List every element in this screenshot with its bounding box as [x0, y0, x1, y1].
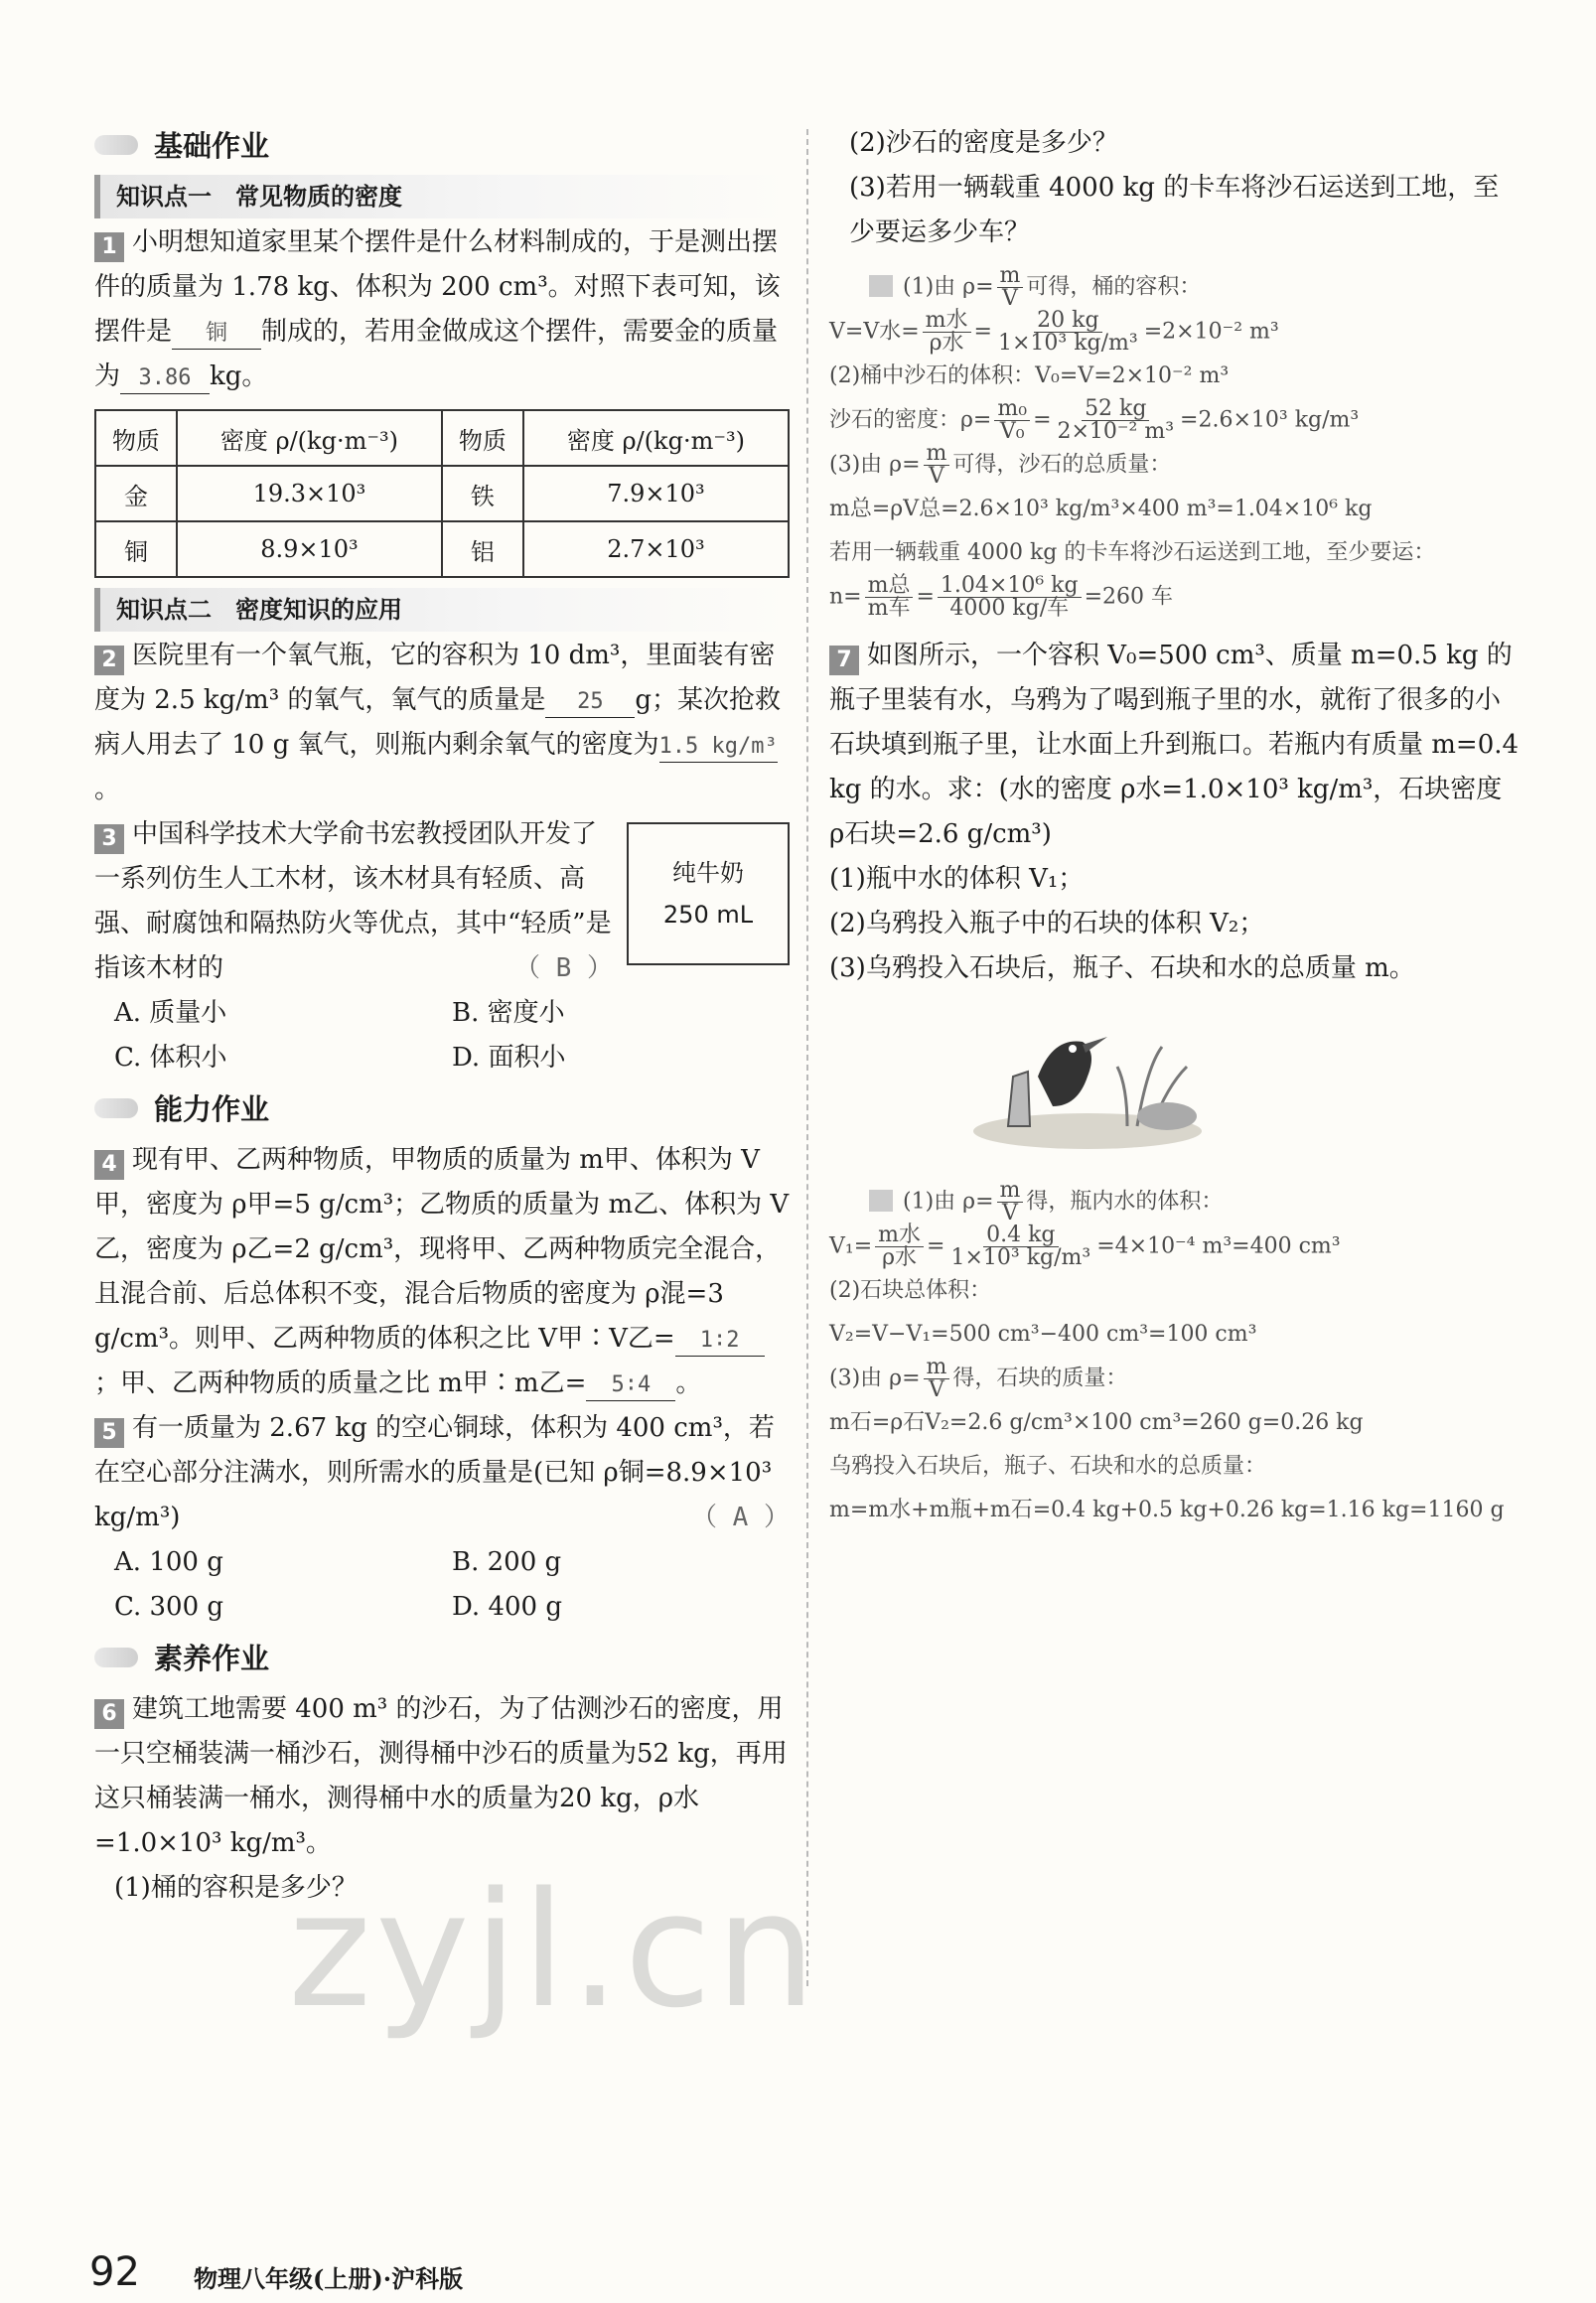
question-number-badge: 6: [94, 1699, 124, 1729]
choice-answer: （ A ）: [691, 1503, 790, 1532]
answer-blank: 1.5 kg/m³: [659, 732, 778, 763]
sub-question: (3)乌鸦投入石块后，瓶子、石块和水的总质量 m。: [829, 953, 1415, 983]
right-column: [829, 121, 1524, 1532]
question-2: 2 医院里有一个氧气瓶，它的容积为 10 dm³，里面装有密度为 2.5 kg/m³ 的氧气，氧气的质量是 25 g；某次抢救病人用去了 10 g 氧气，则瓶内剩余氧气的密度为1.5 kg/m³。: [94, 641, 782, 804]
question-number-badge: 5: [94, 1418, 124, 1448]
options: A. 100 g B. 200 g C. 300 g D. 400 g: [114, 1547, 562, 1622]
section-ability: 能力作业: [94, 1084, 790, 1134]
question-3: 纯牛奶 250 mL 3 中国科学技术大学俞书宏教授团队开发了一系列仿生人工木材，该木材具有轻质、高强、耐腐蚀和隔热防火等优点，其中“轻质”是指该木材的 （ B ） A. 质量小 B. 密度小 C. 体积小 D. 面积小: [94, 812, 790, 1080]
solution-icon: [869, 1190, 893, 1212]
answer-blank: 3.86: [120, 363, 210, 394]
sparkle-icon: [94, 135, 138, 155]
sub-question: (2)乌鸦投入瓶子中的石块的体积 V₂；: [829, 909, 1265, 938]
question-number-badge: 4: [94, 1150, 124, 1180]
answer-blank: 1∶2: [675, 1326, 765, 1357]
question-number-badge: 1: [94, 232, 124, 262]
question-4: 4 现有甲、乙两种物质，甲物质的质量为 m甲、体积为 V甲，密度为 ρ甲=5 g/cm³；乙物质的质量为 m乙、体积为 V乙，密度为 ρ乙=2 g/cm³，现将甲、乙两种物质完全混合，且混合前、后总体积不变，混合后物质的密度为 ρ混=3 g/cm³。则甲、乙两种物质的体积之比 V甲∶V乙= 1∶2；甲、乙两种物质的质量之比 m甲∶m乙= 5∶4 。: [94, 1138, 790, 1406]
table-row: 铜 8.9×10³ 铝 2.7×10³: [95, 521, 789, 577]
question-5: 5 有一质量为 2.67 kg 的空心铜球，体积为 400 cm³，若在空心部分注满水，则所需水的质量是(已知 ρ铜=8.9×10³ kg/m³) （ A ）: [94, 1406, 790, 1540]
answer-blank: 5∶4: [586, 1370, 675, 1401]
sub-question: (3)若用一辆载重 4000 kg 的卡车将沙石运送到工地，至少要运多少车？: [849, 173, 1500, 247]
crow-bottle-illustration: [968, 1007, 1207, 1156]
answer-blank: 铜: [172, 319, 261, 350]
answer-blank: 25: [545, 687, 635, 718]
sparkle-icon: [94, 1098, 138, 1118]
options: A. 质量小 B. 密度小 C. 体积小 D. 面积小: [114, 998, 566, 1073]
question-6: 6 建筑工地需要 400 m³ 的沙石，为了估测沙石的密度，用一只空桶装满一桶沙石，测得桶中沙石的质量为52 kg，再用这只桶装满一桶水，测得桶中水的质量为20 kg，ρ水=1.0×10³ kg/m³。: [94, 1694, 788, 1858]
question-number-badge: 2: [94, 646, 124, 675]
sparkle-icon: [94, 1648, 138, 1667]
footer-title: 物理八年级(上册)·沪科版: [194, 2264, 464, 2293]
solution-icon: [869, 275, 893, 297]
question-7: 7 如图所示，一个容积 V₀=500 cm³、质量 m=0.5 kg 的瓶子里装有水，乌鸦为了喝到瓶子里的水，就衔了很多的小石块填到瓶子里，让水面上升到瓶口。若瓶内有质量 m=0.4 kg 的水。求：(水的密度 ρ水=1.0×10³ kg/m³，石块密度 ρ石块=2.6 g/cm³): [829, 641, 1520, 849]
table-row: 金 19.3×10³ 铁 7.9×10³: [95, 466, 789, 521]
section-basic: 基础作业: [94, 121, 790, 171]
density-table: [94, 409, 790, 578]
left-column: [94, 117, 790, 1911]
knowledge-point-2: 知识点二 密度知识的应用: [94, 588, 790, 632]
milk-box-figure: 纯牛奶 250 mL: [627, 822, 790, 965]
sub-question: (2)沙石的密度是多少？: [849, 128, 1118, 158]
solution-7: (1)由 ρ= $\frac{m}{V}$ 得，瓶内水的体积： V₁= $\frac{\text{m水}}{\text{ρ水}}$ = $\frac{0.4 kg}{\text{1×10³ kg/m³}}$ =4×10⁻⁴ m³=400 cm³ (2)石块总体积： V₂=V−V₁=500 cm³−400 cm³=100 cm³ (3)由 ρ= $\frac{m}{V}$ 得，石块的质量： m石=ρ石V₂=2.6 g/cm³×100 cm³=260 g=0.26 kg 乌鸦投入石块后，瓶子、石块和水的总质量： m=m水+m瓶+m石=0.4 kg+0.5 kg+0.26 kg=1.16 kg=1160 g: [829, 1178, 1505, 1522]
sub-question: (1)瓶中水的体积 V₁；: [829, 864, 1085, 894]
section-literacy: 素养作业: [94, 1634, 790, 1683]
question-1: 1 小明想知道家里某个摆件是什么材料制成的，于是测出摆件的质量为 1.78 kg、体积为 200 cm³。对照下表可知，该摆件是 铜 制成的，若用金做成这个摆件，需要金的质量为 3.86 kg。: [94, 220, 790, 399]
column-divider: [806, 129, 808, 1986]
solution-6: (1)由 ρ= $\frac{m}{V}$ 可得，桶的容积： V=V水= $\frac{\text{m水}}{\text{ρ水}}$ = $\frac{20 kg}{\text{1×10³ kg/m³}}$ =2×10⁻² m³ (2)桶中沙石的体积：V₀=V=2×10⁻² m³ 沙石的密度：ρ= $\frac{\text{m₀}}{\text{V₀}}$ = $\frac{52 kg}{\text{2×10⁻² m³}}$ =2.6×10³ kg/m³ (3)由 ρ= $\frac{m}{V}$ 可得，沙石的总质量： m总=ρV总=2.6×10³ kg/m³×400 m³=1.04×10⁶ kg 若用一辆载重 4000 kg 的卡车将沙石运送到工地，至少要运： n= $\frac{\text{m总}}{\text{m车}}$ = $\frac{\text{1.04×10⁶ kg}}{\text{4000 kg/车}}$ =260 车: [829, 263, 1436, 621]
watermark: zyjl.cn: [288, 1857, 820, 2043]
table-header-row: 物质 密度 ρ/(kg·m⁻³) 物质 密度 ρ/(kg·m⁻³): [95, 410, 789, 466]
page-number: 92: [89, 2249, 140, 2295]
question-number-badge: 7: [829, 646, 859, 675]
choice-answer: （ B ）: [514, 953, 613, 983]
knowledge-point-1: 知识点一 常见物质的密度: [94, 175, 790, 218]
question-number-badge: 3: [94, 824, 124, 854]
sub-question: (1)桶的容积是多少？: [114, 1873, 358, 1903]
